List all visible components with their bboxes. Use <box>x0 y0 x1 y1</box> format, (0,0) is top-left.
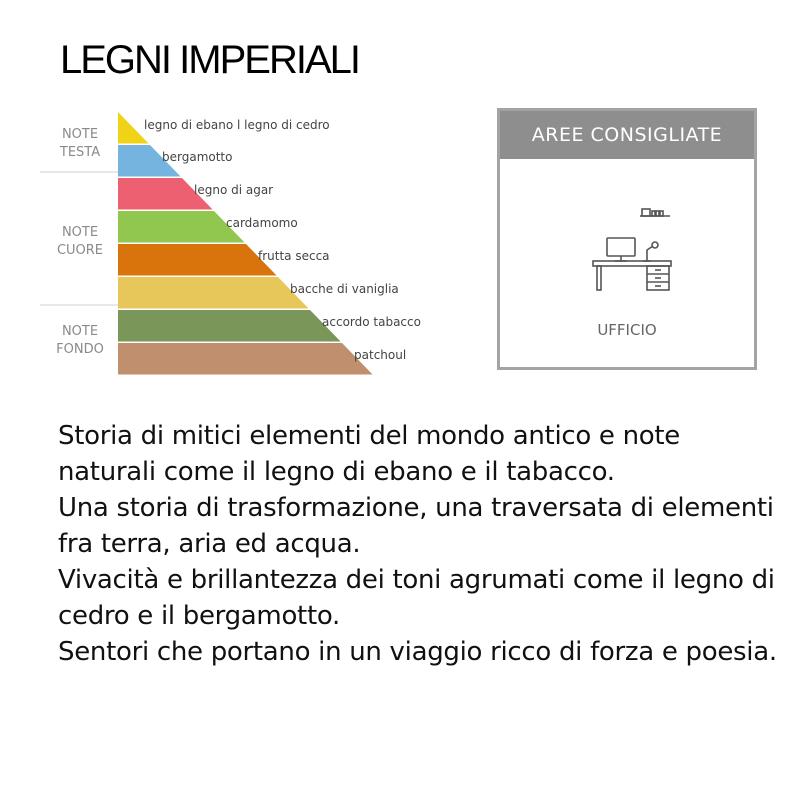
office-desk-icon <box>585 206 675 300</box>
description-paragraph: Storia di mitici elementi del mondo antico e note naturali come il legno di ebano e il tabacco. <box>58 421 680 487</box>
group-label-fondo-1: NOTE <box>61 324 99 339</box>
recommended-areas-header: AREE CONSIGLIATE <box>500 111 754 159</box>
description-paragraph: Sentori che portano in un viaggio ricco di forza e poesia. <box>58 637 777 667</box>
recommended-areas-panel <box>497 108 757 370</box>
pyramid-layer-label: frutta secca <box>258 249 330 263</box>
pyramid-layer-label: bacche di vaniglia <box>290 282 399 296</box>
pyramid-layer-7 <box>118 310 341 342</box>
pyramid-layer-6 <box>118 277 309 309</box>
description-paragraph: Una storia di trasformazione, una traversata di elementi fra terra, aria ed acqua. <box>58 493 774 559</box>
product-description <box>58 418 778 670</box>
pyramid-layer-label: legno di ebano l legno di cedro <box>144 118 330 132</box>
pyramid-layer-8 <box>118 343 373 375</box>
group-label-testa-1: NOTE <box>61 127 99 142</box>
group-label-fondo-2: FONDO <box>56 342 104 357</box>
page-title: LEGNI IMPERIALI <box>60 38 359 82</box>
pyramid-layer-label: legno di agar <box>194 183 274 197</box>
pyramid-layer-label: patchoul <box>354 348 407 362</box>
pyramid-layer-5 <box>118 244 277 276</box>
pyramid-layer-label: accordo tabacco <box>322 315 421 329</box>
group-label-cuore-2: CUORE <box>56 243 104 258</box>
pyramid-layer-label: bergamotto <box>162 150 233 164</box>
description-paragraph: Vivacità e brillantezza dei toni agrumati come il legno di cedro e il bergamotto. <box>58 565 775 631</box>
group-label-testa-2: TESTA <box>59 145 101 160</box>
group-label-cuore-1: NOTE <box>61 225 99 240</box>
pyramid-layer-label: cardamomo <box>226 216 298 230</box>
olfactory-pyramid <box>40 106 460 376</box>
office-label: UFFICIO <box>597 321 657 339</box>
